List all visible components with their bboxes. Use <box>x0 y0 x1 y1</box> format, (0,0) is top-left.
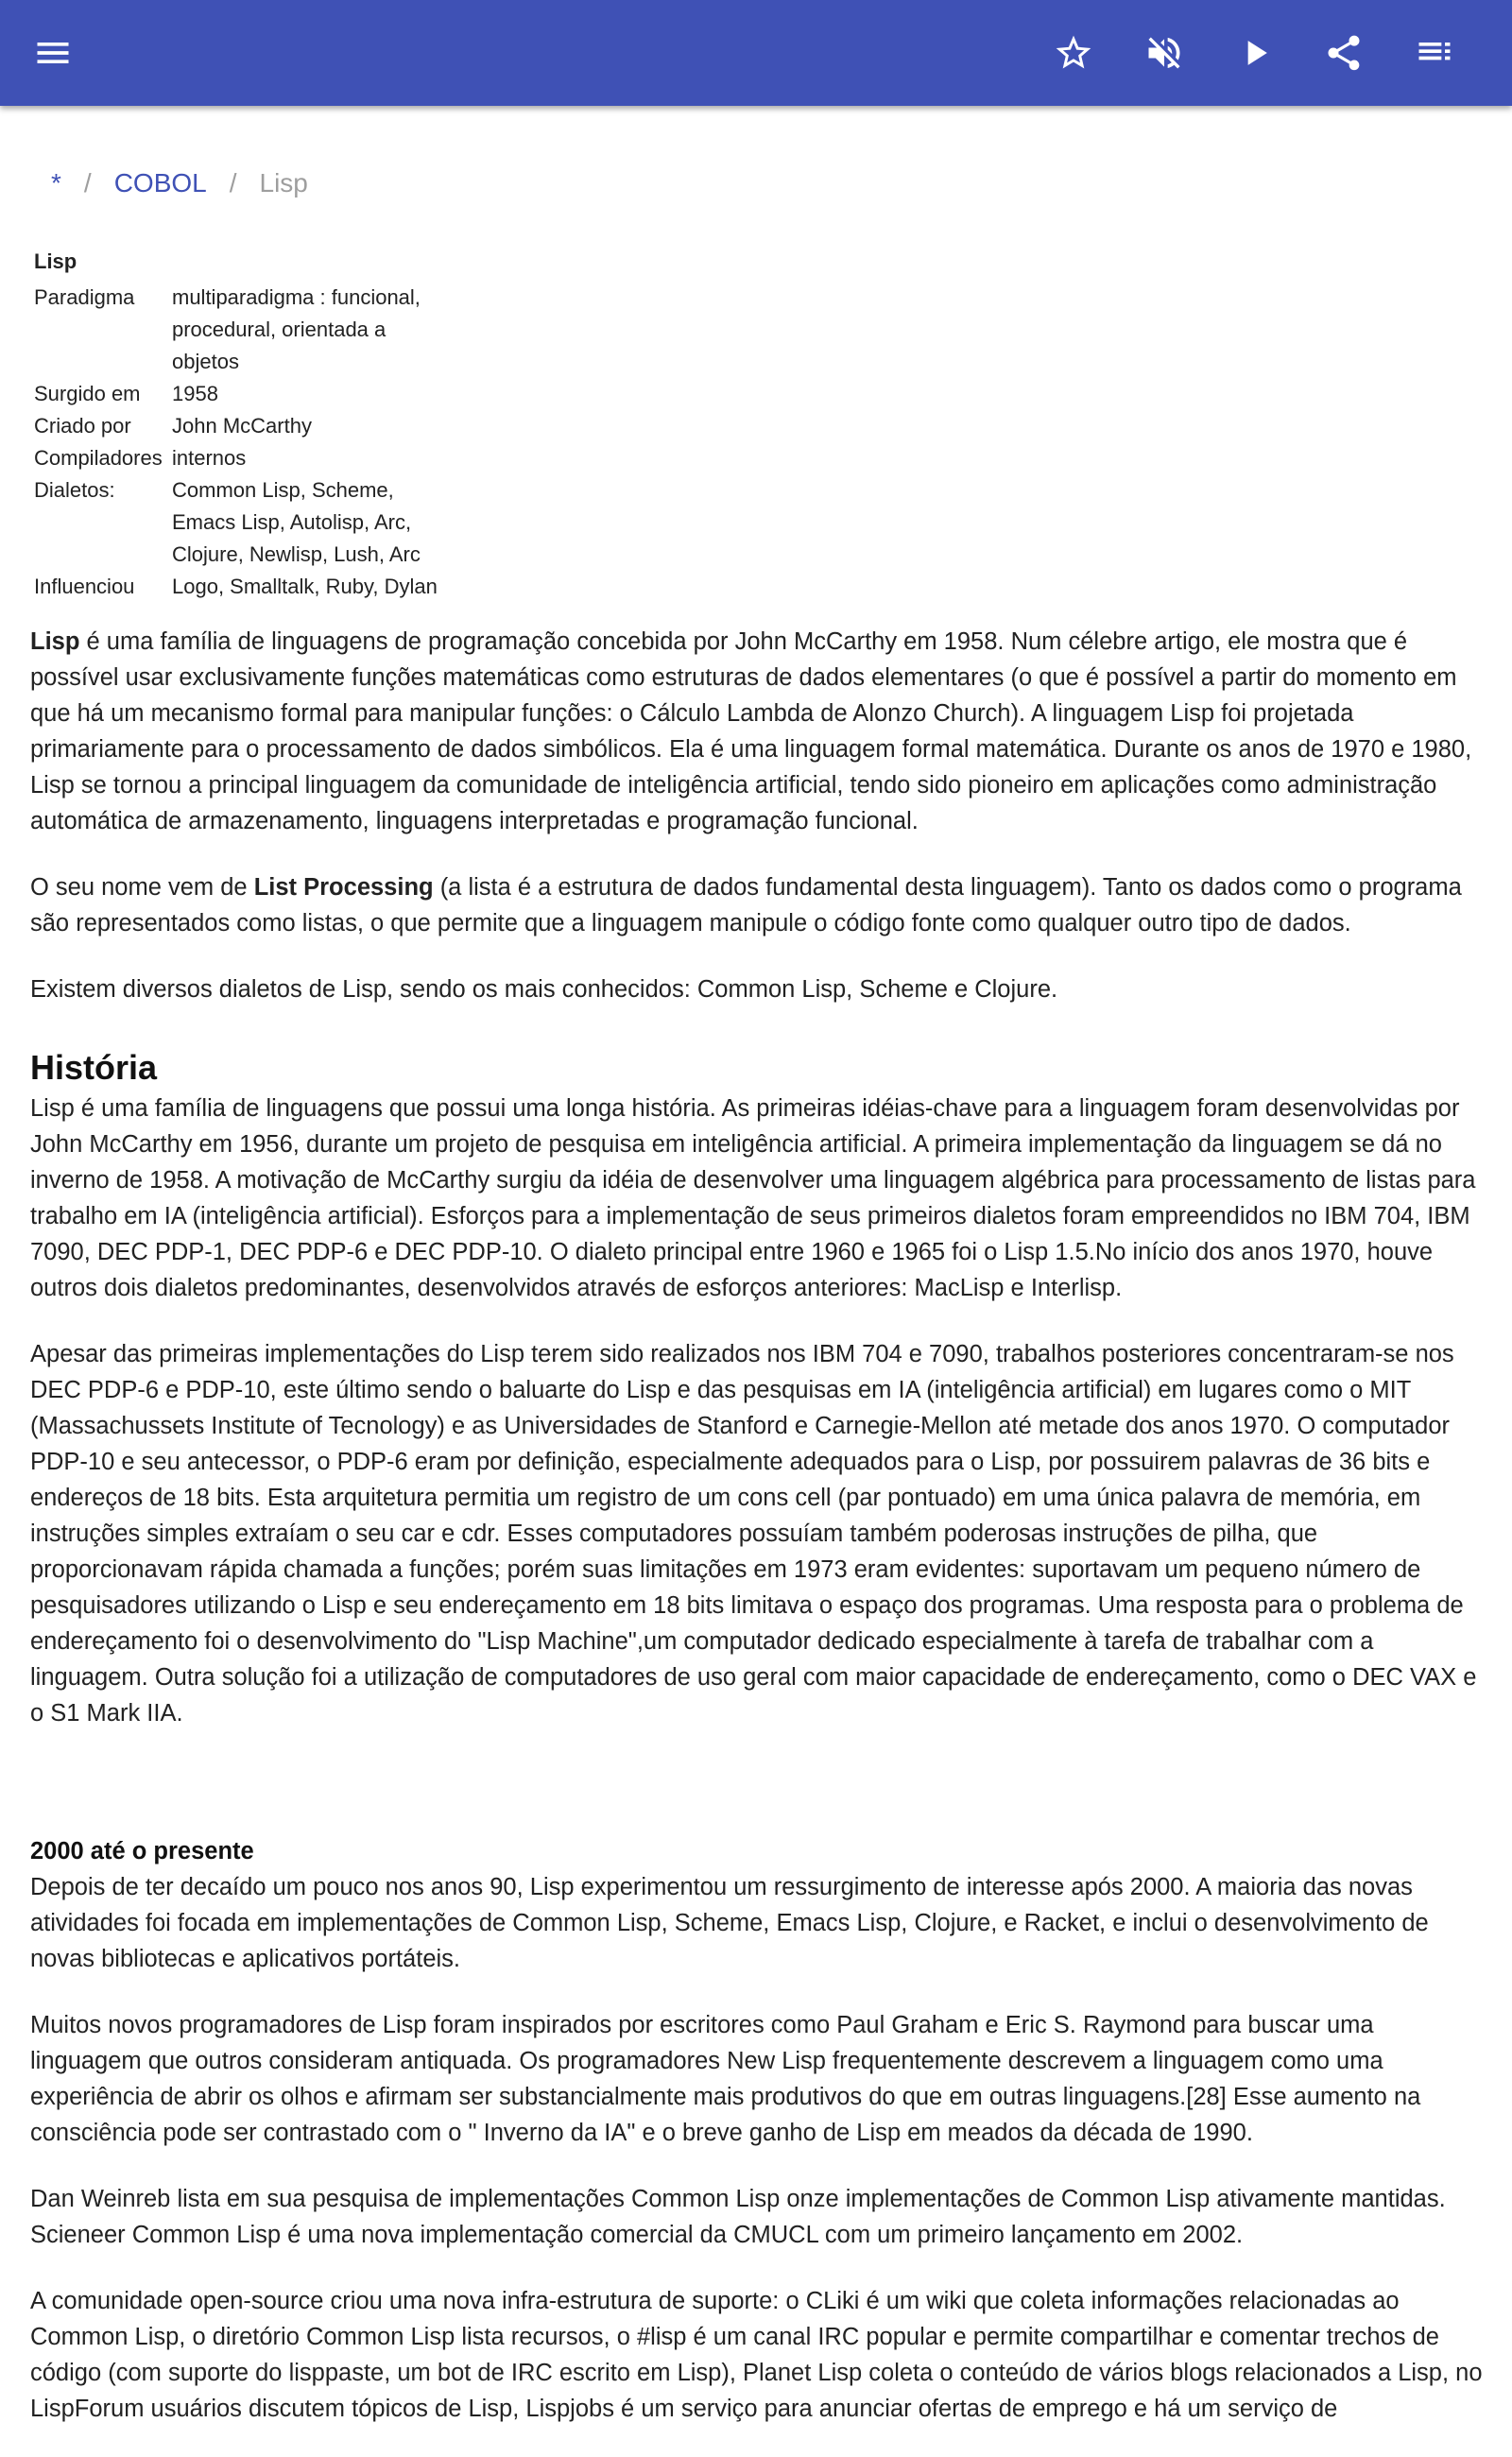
modern-paragraph: Depois de ter decaído um pouco nos anos 90, Lisp experimentou um ressurgimento de interesse após 2000. A maioria das novas atividades foi focada em implementações de Common Lisp, Scheme, Emacs Lisp, Clojure, e Racket, e inclui o desenvolvimento de novas bibliotecas e aplicativos portáteis. <box>30 1874 1429 1972</box>
intro-bold-term: Lisp <box>30 628 80 655</box>
infobox-value: internos <box>172 446 247 470</box>
infobox-value: Logo, Smalltalk, Ruby, Dylan <box>172 575 438 598</box>
breadcrumb <box>51 168 308 198</box>
infobox-row <box>34 378 455 410</box>
infobox-key: Paradigma <box>34 285 135 309</box>
infobox <box>34 246 455 603</box>
section-heading-historia: História <box>30 1048 158 1087</box>
history-paragraph: Apesar das primeiras implementações do Lisp terem sido realizados nos IBM 704 e 7090, trabalhos posteriores concentraram-se nos DEC PDP-6 e PDP-10, este último sendo o baluarte do Lisp e das pesquisas em IA (inteligência artificial) em lugares como o MIT (Massachussets Institute of Tecnology) e as Universidades de Stanford e Carnegie-Mellon até metade dos anos 1970. O computador PDP-10 e seu antecessor, o PDP-6 eram por definição, especialmente adequados para o Lisp, por possuirem palavras de 36 bits e endereços de 18 bits. Esta arquitetura permitia um registro de um cons cell (par pontuado) em uma única palavra de memória, em instruções simples extraíam o seu car e cdr. Esses computadores possuíam também poderosas instruções de pilha, que proporcionavam rápida chamada a funções; porém suas limitações em 1973 eram evidentes: suportavam um pequeno número de pesquisadores utilizando o Lisp e seu endereçamento em 18 bits limitava o espaço dos programas. Uma resposta para o problema de endereçamento foi o desenvolvimento do "Lisp Machine",um computador dedicado especialmente à tarefa de trabalhar com a linguagem. Outra solução foi a utilização de computadores de uso geral com maior capacidade de endereçamento, como o DEC VAX e o S1 Mark IIA. <box>30 1341 1477 1727</box>
intro-paragraph <box>30 624 1486 839</box>
modern-paragraph: Muitos novos programadores de Lisp foram inspirados por escritores como Paul Graham e Eric S. Raymond para buscar uma linguagem que outros consideram antiquada. Os programadores New Lisp frequentemente descrevem a linguagem como uma experiência de abrir os olhos e afirmam ser substancialmente mais produtivos do que em outras linguagens.[28] Esse aumento na consciência pode ser contrastado com o " Inverno da IA" e o breve ganho de Lisp em meados da década de 1990. <box>30 2012 1421 2146</box>
name-origin-bold-term: List Processing <box>253 874 434 901</box>
volume-off-icon[interactable] <box>1136 25 1193 81</box>
infobox-value: multiparadigma : funcional, procedural, orientada a objetos <box>172 285 421 373</box>
breadcrumb-current: Lisp <box>259 168 308 198</box>
name-origin-text-b: (a lista é a estrutura de dados fundamental desta linguagem). Tanto os dados como o programa são representados como listas, o que permite que a linguagem manipule o código fonte como qualquer outro tipo de dados. <box>30 874 1462 936</box>
name-origin-text-a: O seu nome vem de <box>30 874 254 901</box>
breadcrumb-home-link[interactable]: * <box>51 168 61 198</box>
subsection-heading-2000: 2000 até o presente <box>30 1838 254 1864</box>
menu-icon[interactable] <box>25 25 81 81</box>
modern-paragraph: A comunidade open-source criou uma nova infra-estrutura de suporte: o CLiki é um wiki que coleta informações relacionadas ao Common Lisp, o diretório Common Lisp lista recursos, o #lisp é um canal IRC popular e permite compartilhar e comentar trechos de código (com suporte do lisppaste, um bot de IRC escrito em Lisp), Planet Lisp coleta o conteúdo de vários blogs relacionados a Lisp, no LispForum usuários discutem tópicos de Lisp, Lispjobs é um serviço para anunciar ofertas de emprego e há um serviço de <box>30 2288 1483 2422</box>
breadcrumb-separator: / <box>229 168 237 198</box>
infobox-title: Lisp <box>34 249 77 273</box>
infobox-value: John McCarthy <box>172 414 312 438</box>
infobox-row <box>34 410 455 442</box>
play-icon[interactable] <box>1227 25 1283 81</box>
breadcrumb-separator: / <box>83 168 92 198</box>
article-body <box>30 624 1486 2457</box>
infobox-key: Influenciou <box>34 575 135 598</box>
spacer <box>30 1761 1486 1833</box>
intro-text: é uma família de linguagens de programação concebida por John McCarthy em 1958. Num célebre artigo, ele mostra que é possível usar exclusivamente funções matemáticas como estruturas de dados elementares (o que é possível a partir do momento em que há um mecanismo formal para manipular funções: o Cálculo Lambda de Alonzo Church). A linguagem Lisp foi projetada primariamente para o processamento de dados simbólicos. Ela é uma linguagem formal matemática. Durante os anos de 1970 e 1980, Lisp se tornou a principal linguagem da comunidade de inteligência artificial, tendo sido pioneiro em aplicações como administração automática de armazenamento, linguagens interpretadas e programação funcional. <box>30 628 1472 834</box>
infobox-key: Compiladores <box>34 446 163 470</box>
star-outline-icon[interactable] <box>1045 25 1102 81</box>
name-origin-paragraph <box>30 869 1486 941</box>
history-paragraph: Lisp é uma família de linguagens que possui uma longa história. As primeiras idéias-chave para a linguagem foram desenvolvidas por John McCarthy em 1956, durante um projeto de pesquisa em inteligência artificial. A primeira implementação da linguagem se dá no inverno de 1958. A motivação de McCarthy surgiu da idéia de desenvolver uma linguagem algébrica para processamento de listas para trabalho em IA (inteligência artificial). Esforços para a implementação de seus primeiros dialetos foram empreendidos no IBM 704, IBM 7090, DEC PDP-1, DEC PDP-6 e DEC PDP-10. O dialeto principal entre 1960 e 1965 foi o Lisp 1.5.No início dos anos 1970, houve outros dois dialetos predominantes, desenvolvidos através de esforços anteriores: MacLisp e Interlisp. <box>30 1095 1476 1301</box>
infobox-row <box>34 571 455 603</box>
infobox-row <box>34 282 455 378</box>
infobox-value: Common Lisp, Scheme, Emacs Lisp, Autolisp, Arc, Clojure, Newlisp, Lush, Arc <box>172 478 421 566</box>
infobox-key: Criado por <box>34 414 131 438</box>
infobox-row <box>34 474 455 571</box>
infobox-key: Surgido em <box>34 382 141 405</box>
infobox-row <box>34 442 455 474</box>
app-bar <box>0 0 1512 106</box>
playlist-icon[interactable] <box>1406 25 1463 81</box>
modern-paragraph: Dan Weinreb lista em sua pesquisa de implementações Common Lisp onze implementações de Common Lisp ativamente mantidas. Scieneer Common Lisp é uma nova implementação comercial da CMUCL com um primeiro lançamento em 2002. <box>30 2186 1446 2248</box>
share-icon[interactable] <box>1315 25 1372 81</box>
infobox-key: Dialetos: <box>34 478 115 502</box>
dialects-paragraph: Existem diversos dialetos de Lisp, sendo os mais conhecidos: Common Lisp, Scheme e Clojure. <box>30 976 1058 1003</box>
breadcrumb-parent-link[interactable]: COBOL <box>113 168 207 198</box>
infobox-value: 1958 <box>172 382 218 405</box>
